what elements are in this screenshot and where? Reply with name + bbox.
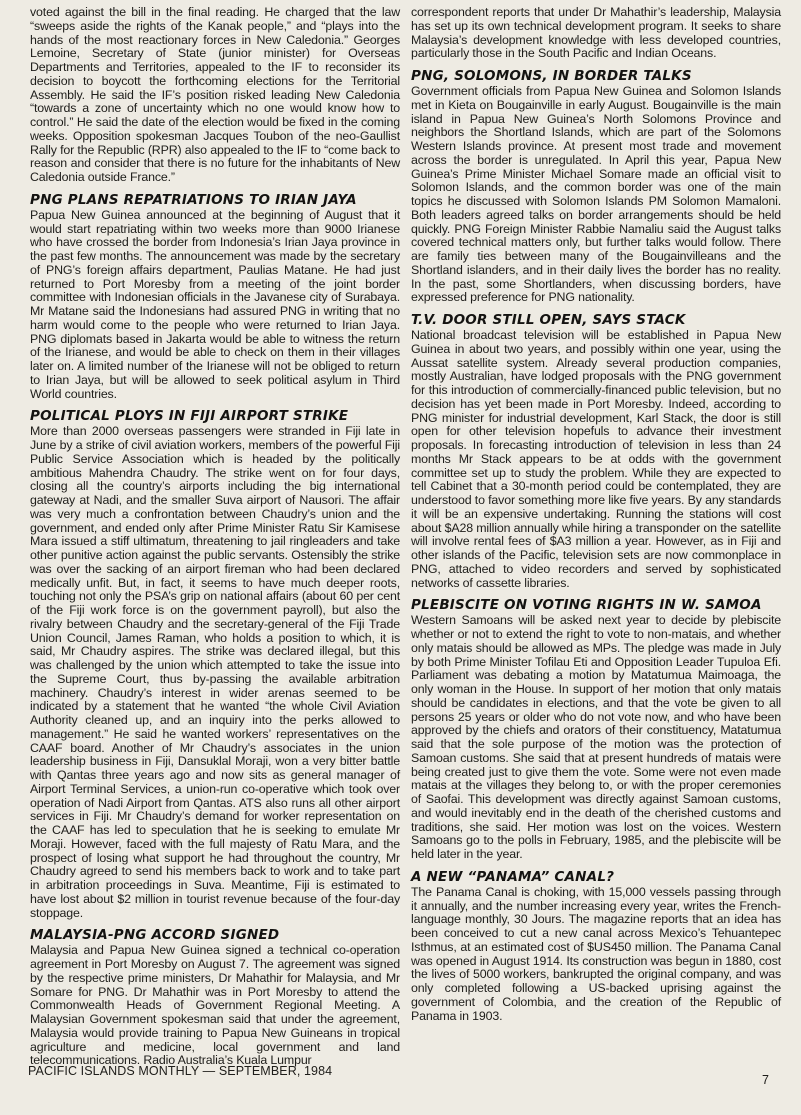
article-paragraph: More than 2000 overseas passengers were stranded in Fiji late in June by a strike of civil aviation workers, members of the powerful Fiji Public Service Association which is headed by the politically ambitious Mahendra Chaudry. The strike went on for four days, closing all the country’s airports including the big international gateway at Nadi, and the smaller Suva airport of Nausori. The affair was very much a confrontation between Chaudry’s union and the government, and ended only after Prime Minister Ratu Sir Kamisese Mara issued a stiff ultimatum, threatening to jail ringleaders and take other punitive action against the public servants. Ostensibly the strike was over the sacking of an airport fireman who had been declared medically unfit. But, in fact, it seems to have much deeper roots, touching not only the PSA’s grip on national affairs (about 60 per cent of the Fiji work force is on the government payroll), but also the rivalry between Chaudry and the secretary-general of the Fiji Trade Union Council, James Raman, who holds a position to which, it is said, Mr Chaudry aspires. The strike was declared illegal, but this was challenged by the union which attempted to take the issue into the Supreme Court, thus by-passing the available arbitration machinery. Chaudry’s interest in wider arenas seemed to be indicated by a statement that he wanted “the whole Civil Aviation Authority cleaned up, and an inquiry into the perks allowed to management.” He said he wanted workers’ representatives on the CAAF board. Another of Mr Chaudry’s associates in the union leadership business in Fiji, Dansuklal Moraji, won a very bitter battle with Qantas three years ago and now sits as general manager of Airport Terminal Services, a union-run co-operative which took over operation of Nadi Airport from Qantas. ATS also runs all other airport services in Fiji. Mr Chaudry’s demand for worker representation on the CAAF has led to speculation that he is seeking to emulate Mr Moraji. However, faced with the full majesty of Ratu Mara, and the prospect of losing what support he had throughout the country, Mr Chaudry agreed to send his members back to work and to take part in arbitration proceedings in Suva. Meantime, Fiji is estimated to have lost about $2 million in tourist revenue because of the four-day stoppage.	[30, 424, 400, 920]
article-heading: PLEBISCITE ON VOTING RIGHTS IN W. SAMOA	[411, 597, 762, 614]
article-paragraph: National broadcast television will be established in Papua New Guinea in about two years, and possibly within one year, using the Aussat satellite system. Already several production companies, mostly Australian, have lodged proposals with the PNG government for this introduction of commercially-financed public television, but no decision has yet been made in Port Moresby. Indeed, according to PNG minister for industrial development, Karl Stack, the door is still open for other television hopefuls to advance their investment proposals. In forecasting introduction of television in less than 24 months Mr Stack appears to be at odds with the government committee set up to study the problem. While they are expected to tell Cabinet that a 30-month period could be contemplated, they are understood to favor something more like five years. By any standards it will be an expensive undertaking. Running the stations will cost about $A28 million annually while hiring a transponder on the satellite will involve rental fees of $A3 million a year. However, as in Fiji and other islands of the Pacific, television sets are now commonplace in PNG, attached to video recorders and served by sophisticated networks of cassette libraries.	[411, 328, 781, 590]
article-paragraph: The Panama Canal is choking, with 15,000 vessels passing through it annually, and the number increasing every year, writes the French-language monthly, 30 Jours. The magazine reports that an idea has been conceived to cut a new canal across Mexico’s Tehuantepec Isthmus, at an estimated cost of $US450 million. The Panama Canal was opened in August 1914. Its construction was begun in 1880, cost the lives of 5000 workers, bankrupted the original company, and was only completed following a US-backed uprising against the government of Colombia, and the creation of the Republic of Panama in 1903.	[411, 884, 781, 1023]
article-heading: MALAYSIA-PNG ACCORD SIGNED	[30, 927, 280, 944]
publication-footer: PACIFIC ISLANDS MONTHLY — SEPTEMBER, 1984	[28, 1064, 333, 1078]
article-paragraph: Malaysia and Papua New Guinea signed a technical co-operation agreement in Port Moresby on August 7. The agreement was signed by the respective prime ministers, Dr Mahathir for Malaysia, and Mr Somare for PNG. Dr Mahathir was in Port Moresby to attend the Commonwealth Heads of Government Regional Meeting. A Malaysian Government spokesman said that under the agreement, Malaysia would provide training to Papua New Guineans in tropical agriculture and medicine, local government and land telecommunications. Radio Australia’s Kuala Lumpur	[30, 943, 400, 1068]
page-number: 7	[762, 1073, 769, 1087]
article-paragraph: voted against the bill in the final reading. He charged that the law “sweeps aside the rights of the Kanak people,” and “plays into the hands of the most reactionary forces in New Caledonia.” Georges Lemoine, Secretary of State (junior minister) for Overseas Departments and Territories, appealed to the IF to reconsider its decision to boycott the forthcoming elections for the Territorial Assembly. He said the IF’s position risked leading New Caledonia “towards a zone of uncertainty which no one would know how to control.” He said the date of the election would be fixed in the coming weeks. Opposition spokesman Jacques Toubon of the neo-Gaullist Rally for the Republic (RPR) also appealed to the IF to “come back to reason and consider that there is no future for the inhabitants of New Caledonia outside France.”	[30, 5, 400, 184]
article-paragraph: Western Samoans will be asked next year to decide by plebiscite whether or not to extend the right to vote to non-matais, and whether only matais should be allowed as MPs. The pledge was made in July by both Prime Minister Tofilau Eti and Opposition Leader Tupuloa Efi. Parliament was debating a motion by Matatumua Maimoaga, the only woman in the House. In support of her motion that only matais should be candidates in elections, and that the vote be given to all persons 25 years or older who do not vote now, and who have been approved by the chiefs and orators of their constituency, Matatumua said that the sole purpose of the motion was the protection of Samoan customs. She said that at present hundreds of matais were being created just to give them the vote. Some were not even made matais at the villages they belong to, or with the proper ceremonies of Saofai. This development was directly against Samoan customs, and would inevitably end in the death of the cherished customs and traditions, she said. Her motion was lost on the voices. Western Samoans go to the polls in February, 1985, and the plebiscite will be held later in the year.	[411, 613, 781, 861]
article-paragraph: Papua New Guinea announced at the beginning of August that it would start repatriating within two weeks more than 9000 Irianese who have crossed the border from Indonesia’s Irian Jaya province in the past few months. The announcement was made by the secretary of PNG’s foreign affairs department, Paulias Matane. He had just returned to Port Moresby from a meeting of the joint border committee with Indonesian officials in the Javanese city of Surabaya. Mr Matane said the Indonesians had assured PNG in writing that no harm would come to the people who were returned to Irian Jaya. PNG diplomats based in Jakarta would be able to witness the return of the Irianese, and would be able to check on them in their villages later on. A limited number of the Irianese will not be obliged to return to Irian Jaya, but will be allowed to seek political asylum in Third World countries.	[30, 207, 400, 401]
article-heading: T.V. DOOR STILL OPEN, SAYS STACK	[411, 312, 686, 328]
left-column	[30, 6, 400, 1068]
article-heading: PNG PLANS REPATRIATIONS TO IRIAN JAYA	[30, 191, 357, 208]
article-paragraph: correspondent reports that under Dr Mahathir’s leadership, Malaysia has set up its own technical development program. It seeks to share Malaysia’s development knowledge with less developed countries, particularly those in the South Pacific and Indian Oceans.	[411, 5, 781, 61]
article-paragraph: Government officials from Papua New Guinea and Solomon Islands met in Kieta on Bougainville in early August. Bougainville is the main island in Papua New Guinea’s North Solomons Province and neighbors the Shortland Islands, which are part of the Solomons Western Islands province. At present most trade and movement across the border is unregulated. In April this year, Papua New Guinea’s Prime Minister Michael Somare made an official visit to Solomon Islands, and the common border was one of the main topics he discussed with Solomon Islands PM Solomon Mamaloni. Both leaders agreed talks on border arrangements should be held quickly. PNG Foreign Minister Rabbie Namaliu said the August talks covered technical matters only, but further talks would follow. There are family ties between many of the Bougainvilleans and the Shortland islanders, and in their daily lives the border has no reality. In the past, some Shortlanders, when discussing borders, have expressed preference for PNG nationality.	[411, 84, 781, 305]
article-heading: POLITICAL PLOYS IN FIJI AIRPORT STRIKE	[30, 408, 349, 425]
article-heading: A NEW “PANAMA” CANAL?	[411, 868, 615, 885]
article-heading: PNG, SOLOMONS, IN BORDER TALKS	[411, 68, 692, 84]
right-column	[411, 6, 781, 1023]
